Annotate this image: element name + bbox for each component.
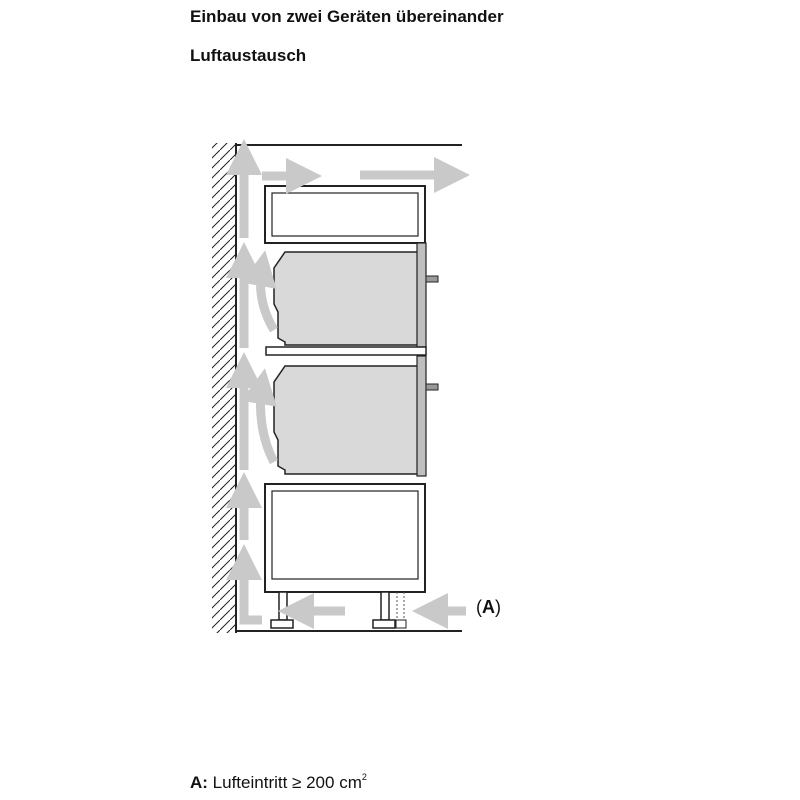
upper-oven <box>274 243 438 347</box>
wall-hatching <box>212 143 236 633</box>
footnote <box>190 772 367 793</box>
diagram-title: Einbau von zwei Geräten übereinander <box>190 7 504 26</box>
callout-close-paren: ) <box>495 597 501 617</box>
callout-a <box>476 597 501 618</box>
base-cabinet <box>265 484 425 592</box>
footnote-text: Lufteintritt ≥ 200 cm <box>207 773 362 792</box>
callout-label: A <box>482 597 495 617</box>
lower-oven <box>274 356 438 476</box>
diagram-subtitle: Luftaustausch <box>190 46 307 65</box>
footnote-label: A: <box>190 773 208 792</box>
middle-shelf <box>266 347 426 355</box>
top-cabinet <box>265 186 425 243</box>
callout-open-paren: ( <box>476 597 482 617</box>
footnote-superscript: 2 <box>361 772 367 782</box>
